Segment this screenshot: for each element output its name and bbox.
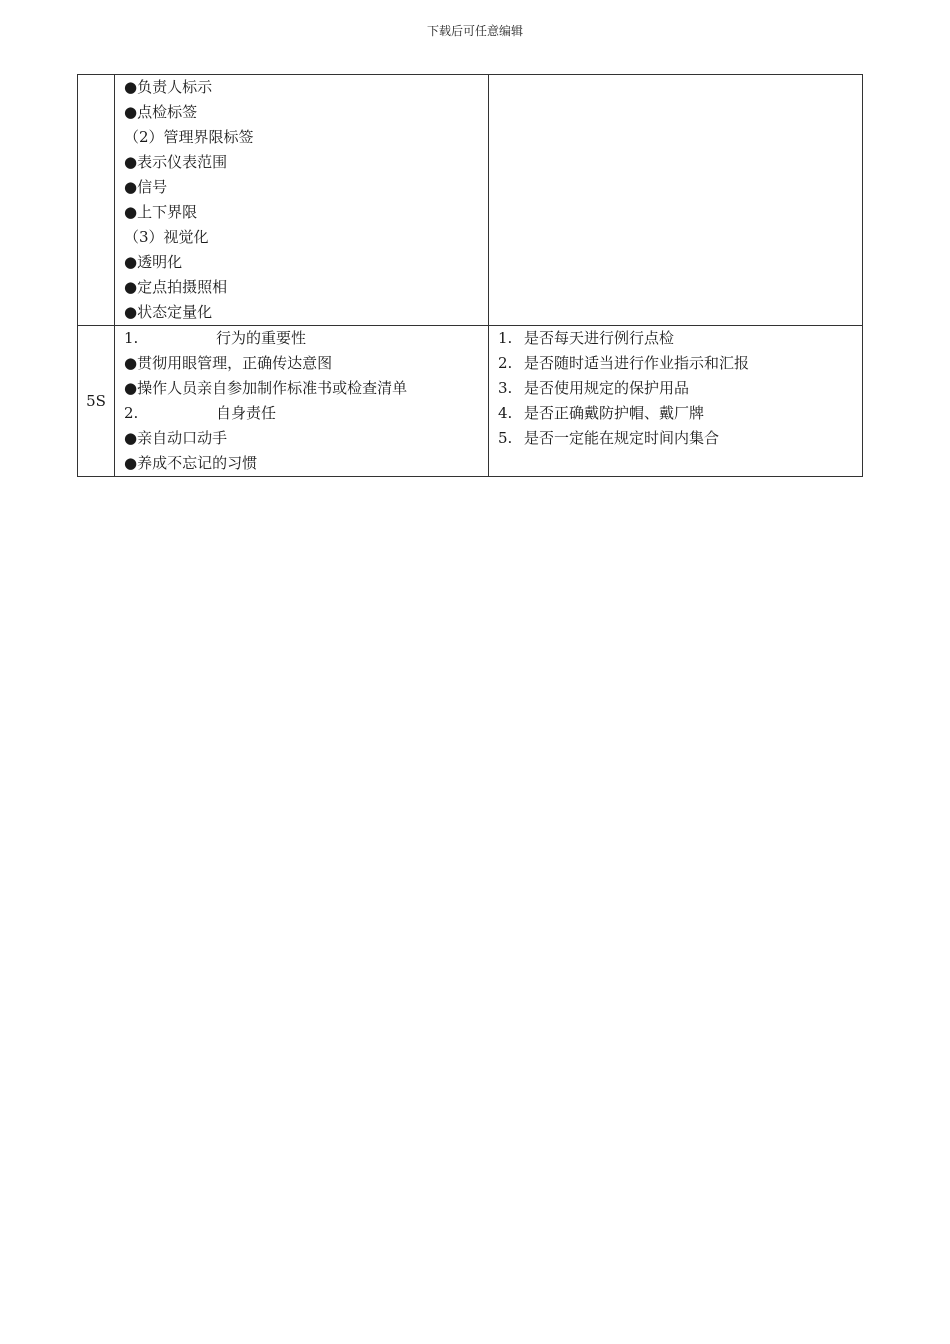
- item-text: 是否随时适当进行作业指示和汇报: [524, 354, 750, 372]
- page-header: 下载后可任意编辑: [426, 24, 523, 38]
- row-label-cell: [78, 75, 115, 326]
- list-item: ●点检标签: [124, 103, 198, 121]
- list-item: ●表示仪表范围: [124, 153, 228, 171]
- list-item: [115, 401, 488, 426]
- item-text: 是否正确戴防护帽、戴厂牌: [524, 404, 705, 422]
- item-number: 5.: [498, 429, 513, 447]
- item-number: 2.: [498, 354, 513, 372]
- item-text: ●操作人员亲自参加制作标准书或检查清单: [124, 379, 408, 397]
- check-cell: [489, 326, 863, 477]
- check-cell: [489, 75, 863, 326]
- item-number: 4.: [498, 404, 513, 422]
- item-text: 是否一定能在规定时间内集合: [524, 429, 720, 447]
- list-item: [489, 326, 862, 351]
- list-item: ●上下界限: [124, 203, 198, 221]
- list-item: [115, 426, 488, 451]
- list-item: （2）管理界限标签: [124, 128, 254, 146]
- list-item: ●信号: [124, 178, 168, 196]
- list-item: [115, 451, 488, 476]
- list-item: [489, 426, 862, 451]
- list-item: [115, 376, 488, 401]
- table-row: [78, 326, 863, 477]
- item-text: ●养成不忘记的习惯: [124, 454, 258, 472]
- item-text: 行为的重要性: [216, 329, 307, 347]
- list-item: ●状态定量化: [124, 303, 213, 321]
- item-number: 3.: [498, 379, 513, 397]
- list-item: [489, 401, 862, 426]
- item-text: ●亲自动口动手: [124, 429, 228, 447]
- list-item: [489, 351, 862, 376]
- item-text: 是否每天进行例行点检: [524, 329, 675, 347]
- list-item: ●负责人标示: [124, 78, 213, 96]
- list-item: ●定点拍摄照相: [124, 278, 228, 296]
- method-cell: [115, 326, 489, 477]
- content-table: [77, 74, 863, 477]
- list-item: （3）视觉化: [124, 228, 209, 246]
- list-item: [489, 376, 862, 401]
- item-number: 1.: [124, 329, 139, 347]
- list-item: ●透明化: [124, 253, 183, 271]
- list-item: [115, 351, 488, 376]
- item-number: 2.: [124, 404, 139, 422]
- method-cell: [115, 75, 489, 326]
- item-text: 是否使用规定的保护用品: [524, 379, 690, 397]
- item-text: 自身责任: [216, 404, 277, 422]
- list-item: [115, 326, 488, 351]
- table-row: [78, 75, 863, 326]
- item-number: 1.: [498, 329, 513, 347]
- row-label-cell: 5S: [78, 326, 115, 477]
- item-text: ●贯彻用眼管理，正确传达意图: [124, 354, 333, 372]
